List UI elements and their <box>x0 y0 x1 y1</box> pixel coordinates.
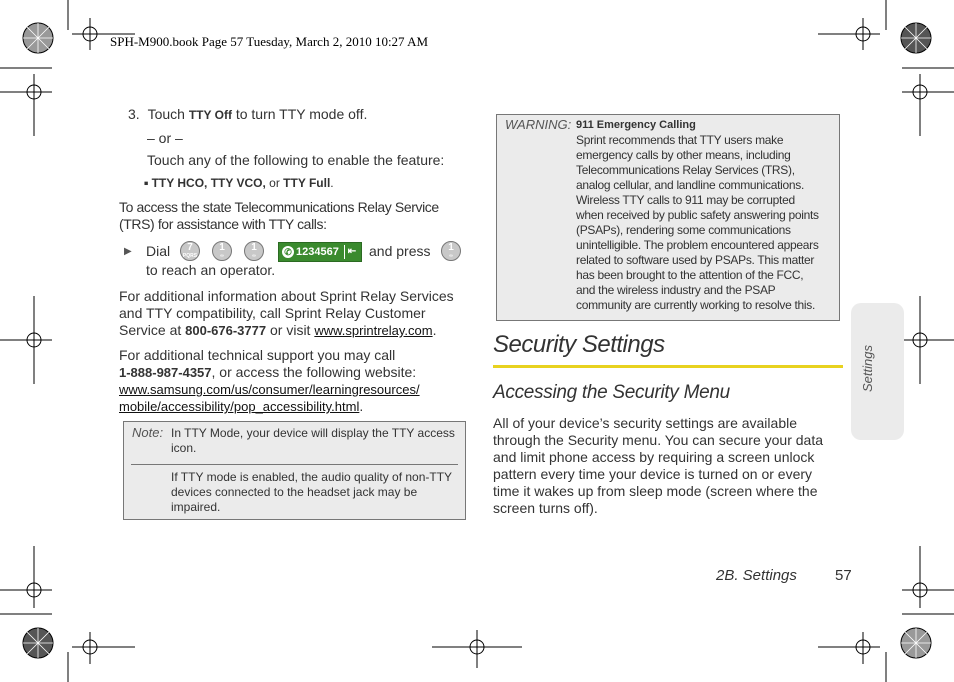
addl-end: . <box>432 322 437 338</box>
warning-line: Sprint recommends that TTY users make <box>576 133 784 147</box>
key-7-letters: PQRS <box>182 253 198 259</box>
footer-section: 2B. Settings <box>716 567 797 584</box>
warning-line: Telecommunications Relay Services (TRS), <box>576 163 795 177</box>
security-line: through the Security menu. You can secure your data <box>493 432 823 448</box>
touch-any-text: Touch any of the following to enable the feature: <box>147 152 445 168</box>
warning-line: Wireless TTY calls to 911 may be corrupted <box>576 193 795 207</box>
relay-phone-number: 800-676-3777 <box>185 323 267 338</box>
reach-operator-text: to reach an operator. <box>146 262 276 278</box>
step-text-post: to turn TTY mode off. <box>231 106 368 122</box>
samsung-accessibility-link-part1[interactable]: www.samsung.com/us/consumer/learningresources/ <box>119 382 420 397</box>
warning-line: emergency calls by other means, including <box>576 148 791 162</box>
note-label: Note: <box>132 425 164 440</box>
and-press-text: and press <box>369 243 431 259</box>
warning-label: WARNING: <box>505 117 572 132</box>
key-7-icon <box>180 241 200 261</box>
note-text-1 <box>171 426 461 456</box>
sprintrelay-link[interactable]: www.sprintrelay.com <box>314 323 433 338</box>
addl-line3-mid: or visit <box>266 322 315 338</box>
step-3 <box>128 106 367 124</box>
tty-full-label: TTY Full <box>283 176 331 190</box>
warning-line: has been brought to the attention of the FCC, <box>576 268 804 282</box>
step-text-pre: Touch <box>147 106 189 122</box>
security-paragraph <box>493 415 843 517</box>
tty-off-label: TTY Off <box>188 108 232 122</box>
note-text-2 <box>171 470 461 515</box>
key-1-digit: 1 <box>251 242 257 253</box>
note-line2: icon. <box>171 441 197 455</box>
tech-line1: For additional technical support you may call <box>119 347 396 363</box>
addl-line1: For additional information about Sprint Relay Services <box>119 288 454 304</box>
security-line: and limit phone access by requiring a screen unlock <box>493 449 815 465</box>
tech-support-paragraph <box>119 347 420 415</box>
trs-access-line1: To access the state Telecommunications Relay Service <box>119 199 439 215</box>
warning-title: 911 Emergency Calling <box>576 119 696 131</box>
section-heading: Security Settings <box>493 331 665 358</box>
warning-line: related to software used by PSAPs. This matter <box>576 253 815 267</box>
display-number: 1234567 <box>296 246 339 258</box>
security-line: pattern every time your device is turned on or every <box>493 466 813 482</box>
warning-line: community are currently working to resolve this. <box>576 298 816 312</box>
book-header: SPH-M900.book Page 57 Tuesday, March 2, 2010 10:27 AM <box>110 34 429 49</box>
note-divider <box>131 464 458 465</box>
phone-icon: ✆ <box>282 246 294 258</box>
trs-access-line2: (TRS) for assistance with TTY calls: <box>119 216 327 232</box>
note-line3: If TTY mode is enabled, the audio quality of non-TTY <box>171 470 453 484</box>
warning-box <box>496 114 840 321</box>
backspace-icon: ⇤ <box>344 245 359 259</box>
dialer-display-icon <box>278 242 362 262</box>
key-1-icon: 1 ∞ <box>441 241 461 261</box>
bullet-or: or <box>265 176 284 190</box>
tty-vco-label: TTY VCO, <box>210 176 266 190</box>
side-tab-label: Settings <box>860 345 875 392</box>
security-line: time it wakes up from sleep mode (screen where the <box>493 483 818 499</box>
addl-info-paragraph <box>119 288 454 339</box>
key-1-icon: 1 ∞ <box>244 241 264 261</box>
note-line1: In TTY Mode, your device will display the TTY access <box>171 426 455 440</box>
key-7-digit: 7 <box>187 242 193 253</box>
support-phone-number: 1-888-987-4357 <box>119 365 212 380</box>
or-separator: – or – <box>147 130 183 146</box>
bullet-sep: , <box>204 176 211 190</box>
chapter-side-tab <box>851 303 904 440</box>
key-1-icon: 1 ∞ <box>212 241 232 261</box>
warning-line: when received by public safety answering points <box>576 208 819 222</box>
security-line: screen turns off). <box>493 500 598 516</box>
addl-line2: and TTY compatibility, call Sprint Relay Customer <box>119 305 426 321</box>
tech-line2-post: , or access the following website: <box>211 364 417 380</box>
warning-line: analog cellular, and landline communications. <box>576 178 804 192</box>
samsung-accessibility-link-part2[interactable]: mobile/accessibility/pop_accessibility.html <box>119 399 360 414</box>
note-line4: devices connected to the headset jack may be <box>171 485 418 499</box>
dial-word: Dial <box>146 243 171 259</box>
tech-end: . <box>359 398 364 414</box>
addl-line3-pre: Service at <box>119 322 186 338</box>
step-number: 3. <box>128 106 140 122</box>
warning-line: unintelligible. The problem encountered appears <box>576 238 819 252</box>
warning-line: and the wireless industry and the PSAP <box>576 283 776 297</box>
bullet-icon: ■ <box>144 180 149 188</box>
page-number: 57 <box>835 567 852 584</box>
subsection-heading: Accessing the Security Menu <box>493 382 730 403</box>
tty-hco-label: TTY HCO <box>151 176 205 190</box>
arrow-bullet-icon: ▶ <box>124 246 132 257</box>
note-line5: impaired. <box>171 500 221 514</box>
tty-options-bullet <box>144 175 334 192</box>
key-1-digit: 1 <box>219 242 225 253</box>
bullet-end: . <box>330 176 334 190</box>
warning-line: (PSAPs), rendering some communications <box>576 223 791 237</box>
key-1-digit: 1 <box>448 242 454 253</box>
section-heading-rule <box>493 365 843 368</box>
security-line: All of your device’s security settings are available <box>493 415 798 431</box>
warning-body <box>576 133 838 313</box>
note-box <box>123 421 466 520</box>
